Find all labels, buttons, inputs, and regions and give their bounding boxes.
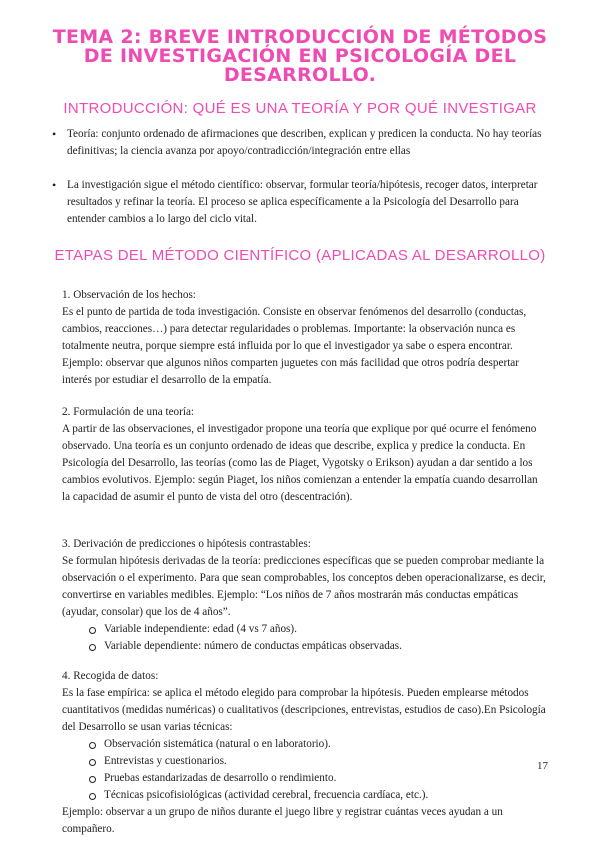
list-item: Técnicas psicofisiológicas (actividad cerebral, frecuencia cardíaca, etc.). [87,787,548,804]
section-recogida [62,668,548,838]
section-body: Se formulan hipótesis derivadas de la teoría: predicciones específicas que se pueden comprobar mediante la observación o el experimento. Para que sean comprobables, los conceptos deben operacionalizarse, es decir, convertirse en variables medibles. Ejemplo: “Los niños de 7 años mostrarán más conductas empáticas (ayudar, consolar) que los de 4 años”. [62,555,546,618]
section-title: 1. Observación de los hechos: [62,289,196,301]
list-item: Pruebas estandarizadas de desarrollo o rendimiento. [87,770,548,787]
etapas-heading: ETAPAS DEL MÉTODO CIENTÍFICO (APLICADAS AL DESARROLLO) [54,247,546,264]
intro-heading: INTRODUCCIÓN: QUÉ ES UNA TEORÍA Y POR QUÉ INVESTIGAR [63,100,537,117]
page-title: TEMA 2: BREVE INTRODUCCIÓN DE MÉTODOS DE INVESTIGACIÓN EN PSICOLOGÍA DEL DESARROLLO. [52,26,548,86]
section-body: Es la fase empírica: se aplica el método elegido para comprobar la hipótesis. Pueden emplearse métodos cuantitativos (medidas numéricas) o cualitativos (descripciones, entrevistas, estudios de caso).En Psicología del Desarrollo se usan varias técnicas: [62,687,546,733]
section-example: Ejemplo: observar a un grupo de niños durante el juego libre y registrar cuántas veces ayudan a un compañero. [62,806,503,835]
list-item: Variable independiente: edad (4 vs 7 años). [87,621,548,638]
list-item: Entrevistas y cuestionarios. [87,753,548,770]
intro-bullet-list-2 [52,177,552,228]
tecnicas-list [62,736,548,804]
section-title: 3. Derivación de predicciones o hipótesis contrastables: [62,538,311,550]
section-body: A partir de las observaciones, el investigador propone una teoría que explique por qué ocurre el fenómeno observado. Una teoría es un conjunto ordenado de ideas que describe, explica y predice la conducta. En Psicología del Desarrollo, las teorías (como las de Piaget, Vygotsky o Erikson) ayudan a dar sentido a los cambios evolutivos. Ejemplo: según Piaget, los niños comienzan a entender la empatía cuando desarrollan la capacidad de asumir el punto de vista del otro (descentración). [62,423,538,503]
section-observacion [62,287,548,389]
list-item: Observación sistemática (natural o en laboratorio). [87,736,548,753]
list-item: Variable dependiente: número de conductas empáticas observadas. [87,638,548,655]
section-title: 4. Recogida de datos: [62,670,159,682]
intro-bullet-list-1 [52,126,552,160]
intro-bullet-investigacion: • La investigación sigue el método científico: observar, formular teoría/hipótesis, recoger datos, interpretar resultados y refinar la teoría. El proceso se aplica específicamente a la Psicología del Desarrollo para entender cambios a lo largo del ciclo vital. [52,177,552,228]
section-hipotesis [62,536,548,655]
section-formulacion [62,404,548,506]
page-number: 17 [537,760,548,772]
variables-list [62,621,548,655]
intro-bullet-teoria: • Teoría: conjunto ordenado de afirmaciones que describen, explican y predicen la conducta. No hay teorías definitivas; la ciencia avanza por apoyo/contradicción/integración entre ellas [52,126,552,160]
section-title: 2. Formulación de una teoría: [62,406,195,418]
section-body: Es el punto de partida de toda investigación. Consiste en observar fenómenos del desarrollo (conductas, cambios, reacciones…) para detectar regularidades o problemas. Importante: la observación nunca es totalmente neutra, porque siempre está influida por lo que el investigador ya sabe o espera encontrar. Ejemplo: observar que algunos niños comparten juguetes con más facilidad que otros podría despertar interés por estudiar el desarrollo de la empatía. [62,306,527,386]
